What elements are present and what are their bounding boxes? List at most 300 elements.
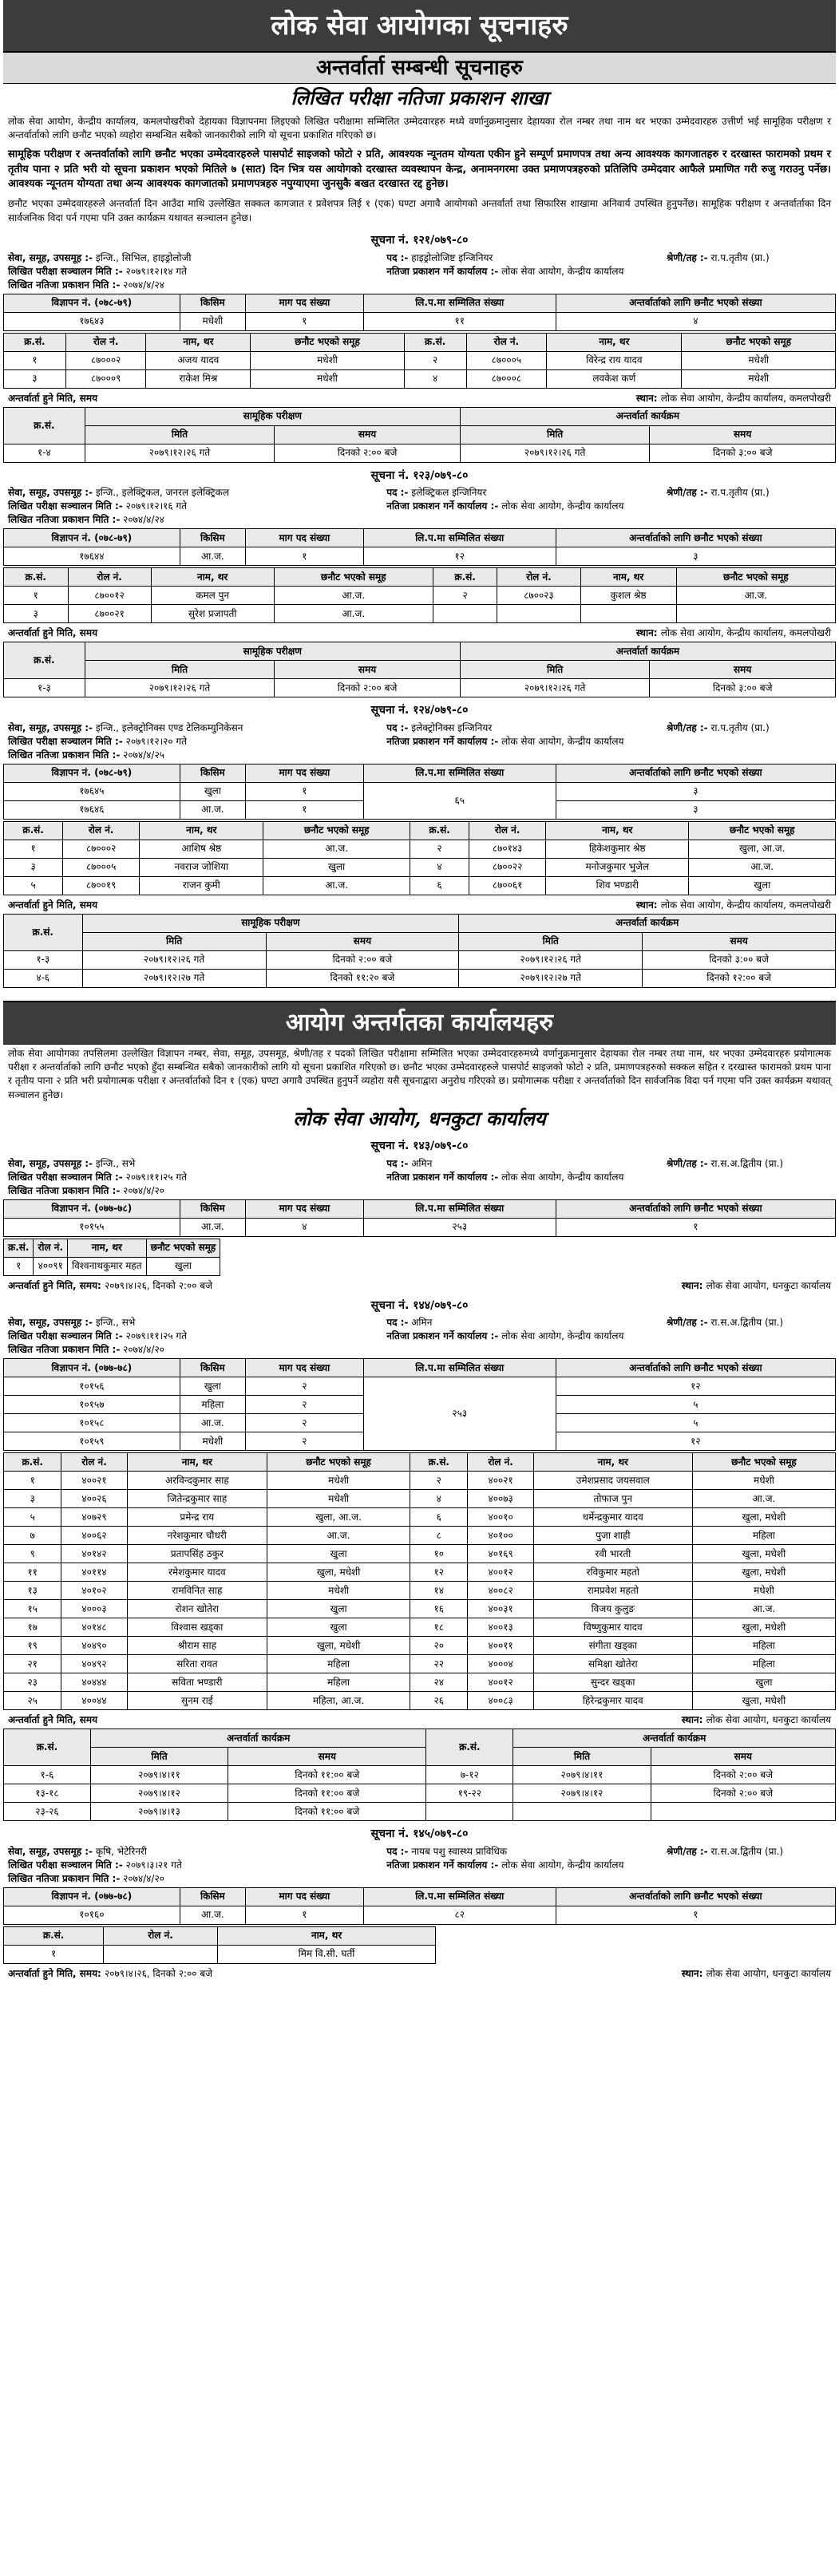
table-cell: हिरेन्द्रकुमार यादव — [533, 1692, 692, 1710]
table-row — [4, 858, 836, 876]
table-cell: आ.ज. — [263, 876, 410, 895]
column-header: अन्तर्वार्ताको लागि छनौट भएको संख्या — [556, 294, 835, 312]
table-row — [4, 605, 836, 623]
column-header: मिति — [90, 1748, 228, 1766]
column-header: विज्ञापन नं. (०७७-७८) — [4, 1359, 180, 1377]
class-value: रा.प.तृतीय (प्रा.) — [710, 251, 770, 263]
table-cell: १ — [4, 840, 63, 858]
place-label: स्थान: — [681, 1279, 703, 1291]
post-value: नायब पशु स्वास्थ्य प्राविधिक — [411, 1845, 508, 1857]
table-row — [4, 1218, 836, 1236]
column-header: नाम, थर — [533, 1453, 692, 1472]
table-cell: समिक्षा खोतेरा — [533, 1655, 692, 1673]
table-cell: ४००१० — [468, 1508, 533, 1527]
table-cell: ३ — [4, 605, 69, 623]
table-cell: आ.ज. — [676, 587, 835, 605]
table-cell: १०१५६ — [4, 1377, 180, 1396]
column-header: समय — [650, 425, 836, 444]
table-cell: १ — [246, 782, 364, 800]
notice-number: सूचना नं. १४३/०७९-८० — [370, 1140, 469, 1153]
table-cell: २६ — [410, 1692, 468, 1710]
column-header: क्र.सं. — [4, 407, 85, 444]
column-header: अन्तर्वार्ताको लागि छनौट भएको संख्या — [556, 764, 835, 782]
class-label: श्रेणी/तह :- — [666, 251, 708, 263]
table-cell: ८७००२२ — [469, 858, 546, 876]
table-cell: १०१६० — [4, 1906, 180, 1924]
interview-label: अन्तर्वार्ता हुने मिति, समय — [8, 392, 98, 404]
table-cell: आशिष श्रेष्ठ — [140, 840, 263, 858]
column-header: अन्तर्वार्ताको लागि छनौट भएको संख्या — [556, 1359, 835, 1377]
table-cell: पुजा शाही — [533, 1527, 692, 1545]
table-cell: खुला — [267, 1545, 410, 1563]
interview-label: अन्तर्वार्ता हुने मिति, समय — [8, 899, 98, 911]
table-row — [4, 1545, 836, 1563]
schedule-table — [3, 407, 836, 463]
table-cell: रोशन खोतेरा — [127, 1600, 267, 1618]
table-cell: २ — [410, 1472, 468, 1490]
office-label: नतिजा प्रकाशन गर्ने कार्यालय :- — [386, 1859, 499, 1871]
class-label: श्रेणी/तह :- — [666, 1317, 708, 1329]
table-cell: ३ — [556, 800, 835, 819]
column-header: समय — [275, 425, 461, 444]
table-cell: महिला — [692, 1527, 835, 1545]
table-cell: दिनको ११:०० बजे — [228, 1784, 426, 1803]
table-cell: अजय यादव — [146, 351, 251, 369]
table-cell: १३ — [4, 1582, 61, 1600]
place-value: लोक सेवा आयोग, केन्द्रीय कार्यालय, कमलपोखरी — [660, 627, 831, 639]
table-row — [4, 444, 836, 462]
column-header: रोल नं. — [61, 1453, 127, 1472]
table-cell: महिला — [267, 1655, 410, 1673]
table-cell: खुला, मधेशी — [692, 1545, 835, 1563]
column-header: छनौट भएको समूह — [263, 821, 410, 840]
column-header: मिति — [82, 932, 266, 950]
column-header: मिति — [85, 425, 275, 444]
table-cell: मधेशी — [267, 1582, 410, 1600]
table-row — [4, 1655, 836, 1673]
table-row — [4, 1472, 836, 1490]
column-header: नाम, थर — [217, 1926, 436, 1945]
result-date-value: २०७४/४/२० — [123, 1184, 164, 1196]
candidate-table — [3, 333, 836, 389]
post-label: पद :- — [386, 1157, 409, 1169]
table-cell: हिकेशकुमार श्रेष्ठ — [546, 840, 689, 858]
table-cell: खुला — [692, 1673, 835, 1692]
table-cell: २०७९।१२।२६ गते — [85, 444, 275, 462]
table-cell: ८७००२१ — [68, 605, 151, 623]
table-cell: २०७९।४।१२ — [90, 1784, 228, 1803]
column-header: विज्ञापन नं. (०७८-७९) — [4, 529, 180, 547]
table-cell: २३ — [4, 1673, 61, 1692]
office-label: नतिजा प्रकाशन गर्ने कार्यालय :- — [386, 265, 499, 277]
office-label: नतिजा प्रकाशन गर्ने कार्यालय :- — [386, 1171, 499, 1183]
table-cell — [676, 605, 835, 623]
section-subheading: लिखित परीक्षा नतिजा प्रकाशन शाखा — [291, 86, 548, 109]
notice-123 — [3, 469, 836, 698]
table-cell: राजन कुमी — [140, 876, 263, 895]
table-cell: १ — [246, 1906, 364, 1924]
office-value: लोक सेवा आयोग, केन्द्रीय कार्यालय — [501, 265, 624, 277]
table-cell: मिम वि.सी. घर्ती — [217, 1945, 436, 1963]
notice-number: सूचना नं. १२३/०७९-८० — [370, 468, 469, 482]
advertisement-table — [3, 1199, 836, 1237]
post-label: पद :- — [386, 251, 409, 263]
office-value: लोक सेवा आयोग, केन्द्रीय कार्यालय — [501, 1859, 624, 1871]
table-cell: ३ — [556, 782, 835, 800]
table-cell: खुला, मधेशी — [692, 1692, 835, 1710]
table-cell: ६ — [410, 1508, 468, 1527]
table-cell: दिनको २:०० बजे — [266, 950, 459, 969]
table-cell: दिनको २:०० बजे — [651, 1784, 835, 1803]
table-cell: आ.ज. — [692, 1600, 835, 1618]
office-label: नतिजा प्रकाशन गर्ने कार्यालय :- — [386, 500, 499, 512]
column-header: रोल नं. — [466, 333, 547, 351]
table-cell: ४ — [556, 312, 835, 330]
table-cell: २२ — [410, 1655, 468, 1673]
table-cell: ४०४९२ — [61, 1655, 127, 1673]
table-cell: ६५ — [363, 782, 556, 819]
table-cell: ४०००४ — [468, 1655, 533, 1673]
column-header: मिति — [85, 661, 275, 679]
column-header: समय — [651, 1748, 835, 1766]
interview-label: अन्तर्वार्ता हुने मिति, समय — [8, 1279, 98, 1291]
result-date-label: लिखित नतिजा प्रकाशन मिति :- — [8, 514, 121, 526]
table-cell: धर्मेन्द्रकुमार यादव — [533, 1508, 692, 1527]
column-header: क्र.सं. — [410, 1453, 468, 1472]
table-cell: १ — [246, 547, 364, 566]
column-header: क्र.सं. — [4, 568, 69, 587]
result-date-label: लिखित नतिजा प्रकाशन मिति :- — [8, 1184, 121, 1196]
service-label: सेवा, समूह, उपसमूह :- — [8, 1845, 93, 1857]
table-row — [4, 1490, 836, 1508]
office-value: लोक सेवा आयोग, केन्द्रीय कार्यालय — [501, 1330, 624, 1342]
table-cell: मधेशी — [251, 369, 404, 388]
table-cell: २०७९।४।११ — [90, 1766, 228, 1784]
table-cell: १२ — [556, 1377, 835, 1396]
table-cell: दिनको ३:०० बजे — [643, 950, 836, 969]
column-header: अन्तर्वार्ता कार्यक्रम — [90, 1729, 426, 1748]
table-cell: लवकेश कर्ण — [547, 369, 682, 388]
column-header: लि.प.मा सम्मिलित संख्या — [363, 1199, 556, 1218]
table-cell: सविता भण्डारी — [127, 1673, 267, 1692]
table-cell: खुला — [689, 876, 836, 895]
column-header: समय — [228, 1748, 426, 1766]
column-header: छनौट भएको समूह — [146, 1239, 220, 1257]
table-cell: ४००८२ — [468, 1582, 533, 1600]
table-cell: आ.ज. — [689, 858, 836, 876]
exam-date-value: २०७९।११।२५ गते — [125, 1171, 188, 1183]
column-header: सामूहिक परीक्षण — [82, 914, 459, 932]
column-header: नाम, थर — [547, 333, 682, 351]
result-date-label: लिखित नतिजा प्रकाशन मिति :- — [8, 1872, 121, 1884]
column-header: माग पद संख्या — [246, 1887, 364, 1906]
column-header: रोल नं. — [468, 1453, 533, 1472]
notice-number: सूचना नं. १४५/०७९-८० — [370, 1827, 469, 1841]
result-date-label: लिखित नतिजा प्रकाशन मिति :- — [8, 749, 121, 761]
table-row — [4, 876, 836, 895]
table-cell: ८७०००२ — [63, 840, 140, 858]
column-header: रोल नं. — [469, 821, 546, 840]
table-cell: १०१५८ — [4, 1414, 180, 1432]
table-cell: दिनको ११:२० बजे — [266, 969, 459, 987]
table-cell: ११ — [4, 1563, 61, 1582]
table-cell: ४०१६९ — [468, 1545, 533, 1563]
result-date-value: २०७४/४/२० — [123, 1344, 164, 1356]
class-value: रा.स.अ.द्वितीय (प्रा.) — [710, 1845, 784, 1857]
table-cell: आ.ज. — [274, 587, 433, 605]
table-cell: १७६४३ — [4, 312, 180, 330]
table-cell: नरेशकुमार चौधरी — [127, 1527, 267, 1545]
service-value: इन्जि., इलेक्ट्रोनिक्स एण्ड टेलिकम्युनिकेसन — [95, 721, 243, 733]
column-header: विज्ञापन नं. (०७८-७९) — [4, 294, 180, 312]
table-cell: मधेशी — [180, 312, 245, 330]
column-header: सामूहिक परीक्षण — [85, 407, 460, 425]
table-cell: १९ — [4, 1637, 61, 1655]
table-cell: रमेशकुमार यादव — [127, 1563, 267, 1582]
table-cell: १५ — [4, 1600, 61, 1618]
post-label: पद :- — [386, 1845, 409, 1857]
column-header: किसिम — [180, 529, 245, 547]
service-value: इन्जि., इलेक्ट्रिकल, जनरल इलेक्ट्रिकल — [95, 487, 230, 499]
table-cell: ३ — [4, 369, 66, 388]
table-cell: ४०१४८ — [61, 1618, 127, 1637]
place-label: स्थान: — [635, 899, 658, 911]
column-header: अन्तर्वार्ता कार्यक्रम — [513, 1729, 836, 1748]
column-header: मिति — [513, 1748, 651, 1766]
exam-date-value: २०७९।१२।१६ गते — [125, 500, 188, 512]
table-cell: मधेशी — [682, 351, 836, 369]
table-cell: ४०७२९ — [61, 1508, 127, 1527]
table-cell: रविकुमार महतो — [533, 1563, 692, 1582]
column-header: छनौट भएको समूह — [676, 568, 835, 587]
table-cell: ४०१०० — [468, 1527, 533, 1545]
table-cell: मधेशी — [692, 1582, 835, 1600]
table-cell: प्रमेन्द्र राय — [127, 1508, 267, 1527]
exam-date-value: २०७९।१२।२० गते — [125, 735, 188, 747]
table-cell: ९ — [4, 1545, 61, 1563]
table-cell: १ — [4, 587, 69, 605]
table-cell: विश्वास खड्का — [127, 1618, 267, 1637]
table-cell — [580, 605, 676, 623]
table-cell: १२ — [410, 1563, 468, 1582]
result-date-value: २०७४/४/२४ — [123, 279, 164, 290]
column-header: छनौट भएको समूह — [251, 333, 404, 351]
table-cell: खुला, आ.ज. — [689, 840, 836, 858]
column-header: लि.प.मा सम्मिलित संख्या — [363, 1887, 556, 1906]
table-cell: खुला — [267, 1600, 410, 1618]
column-header: किसिम — [180, 294, 245, 312]
place-value: लोक सेवा आयोग, धनकुटा कार्यालय — [706, 1279, 831, 1291]
table-cell: ८२ — [363, 1906, 556, 1924]
table-cell: ४-६ — [4, 969, 83, 987]
table-cell: आ.ज. — [274, 605, 433, 623]
column-header: नाम, थर — [546, 821, 689, 840]
service-label: सेवा, समूह, उपसमूह :- — [8, 721, 93, 733]
table-cell: आ.ज. — [180, 1906, 245, 1924]
table-row — [4, 312, 836, 330]
table-cell: ४००१२ — [468, 1563, 533, 1582]
notice-number: सूचना नं. १४४/०७९-८० — [370, 1298, 469, 1312]
table-cell — [651, 1803, 835, 1821]
table-row — [4, 1673, 836, 1692]
table-cell: २० — [410, 1637, 468, 1655]
office-label: नतिजा प्रकाशन गर्ने कार्यालय :- — [386, 1330, 499, 1342]
table-cell: २०७९।१२।२७ गते — [82, 969, 266, 987]
column-header: लि.प.मा सम्मिलित संख्या — [363, 764, 556, 782]
table-cell: महिला — [180, 1396, 245, 1414]
class-label: श्रेणी/तह :- — [666, 1157, 708, 1169]
notice-121 — [3, 234, 836, 463]
advertisement-table — [3, 294, 836, 331]
table-cell: २ — [246, 1396, 364, 1414]
table-cell: उमेशप्रसाद जयसवाल — [533, 1472, 692, 1490]
table-cell: १ — [556, 1218, 835, 1236]
table-cell: आ.ज. — [267, 1527, 410, 1545]
column-header: छनौट भएको समूह — [689, 821, 836, 840]
table-cell: ४ — [246, 1218, 364, 1236]
table-cell: महिला — [692, 1637, 835, 1655]
table-cell: २०७९।१२।२६ गते — [459, 950, 643, 969]
table-row — [4, 782, 836, 800]
table-cell: दिनको ११:०० बजे — [228, 1766, 426, 1784]
table-row — [4, 1508, 836, 1527]
table-cell: १८ — [410, 1618, 468, 1637]
table-cell: ७ — [4, 1527, 61, 1545]
table-cell: मधेशी — [180, 1432, 245, 1451]
table-cell: रामप्रवेश महतो — [533, 1582, 692, 1600]
class-value: रा.स.अ.द्वितीय (प्रा.) — [710, 1317, 784, 1329]
interview-label: अन्तर्वार्ता हुने मिति, समय — [8, 627, 98, 639]
table-cell: अरविन्दकुमार साह — [127, 1472, 267, 1490]
column-header: अन्तर्वार्ताको लागि छनौट भएको संख्या — [556, 529, 835, 547]
table-cell: ८७००१९ — [63, 876, 140, 895]
table-cell: दिनको २:०० बजे — [275, 679, 461, 697]
table-cell: ४०१४२ — [61, 1545, 127, 1563]
advertisement-table — [3, 764, 836, 820]
table-cell: २५ — [4, 1692, 61, 1710]
table-cell: महिला — [692, 1655, 835, 1673]
column-header: क्र.सं. — [4, 333, 66, 351]
column-header: किसिम — [180, 1199, 245, 1218]
class-value: रा.प.तृतीय (प्रा.) — [710, 487, 770, 499]
candidate-table — [3, 1926, 436, 1964]
table-cell: २०७९।१२।२६ गते — [82, 950, 266, 969]
column-header: छनौट भएको समूह — [267, 1453, 410, 1472]
table-cell: मधेशी — [267, 1472, 410, 1490]
notice-number: सूचना नं. १२१/०७९-८० — [370, 234, 469, 247]
instruction-paragraph: सामूहिक परीक्षण र अन्तर्वार्ताको लागि छनौट भएका उम्मेदवारहरुले पासपोर्ट साइजको फोटो २ प्रति, आवश्यक न्यूनतम योग्यता एकीन हुने सम्पूर्ण प्रमाणपत्र तथा अन्य आवश्यक कागजातहरु र दरखास्त फारामको प्रथम र तृतीय पाना २ प्रति भरी यो सूचना प्रकाशन भएको मितिले ७ (सात) दिन भित्र यस आयोगको दरखास्त व्यवस्थापन केन्द्र, अनामनगरमा उक्त प्रमाणपत्रहरुको प्रतिलिपि उम्मेदवार आफैले प्रमाणित गरी रुजु गराउनु पर्नेछ। आवश्यक न्यूनतम योग्यता तथा अन्य आवश्यक कागजातको प्रमाणपत्रहरु नपुग्याएमा जुनसुकै बखत दरखास्त रद्द हुनेछ। — [8, 148, 831, 191]
column-header: छनौट भएको समूह — [274, 568, 433, 587]
place-value: लोक सेवा आयोग, केन्द्रीय कार्यालय, कमलपोखरी — [660, 392, 831, 404]
table-row — [4, 1582, 836, 1600]
table-row — [4, 1377, 836, 1396]
column-header: मिति — [459, 932, 643, 950]
table-row — [4, 1600, 836, 1618]
column-header: छनौट भएको समूह — [682, 333, 836, 351]
post-value: इलेक्ट्रोनिक्स इन्जिनियर — [411, 721, 493, 733]
notice-144 — [3, 1299, 836, 1822]
column-header: क्र.सं. — [4, 1239, 34, 1257]
table-cell: महिला — [267, 1673, 410, 1692]
table-cell: २०७९।४।१३ — [90, 1803, 228, 1821]
candidate-table — [3, 567, 836, 623]
table-cell: १ — [4, 351, 66, 369]
table-cell: १७ — [4, 1618, 61, 1637]
post-value: अमिन — [411, 1157, 433, 1169]
result-date-label: लिखित नतिजा प्रकाशन मिति :- — [8, 1344, 121, 1356]
table-cell: १७६४४ — [4, 547, 180, 566]
table-cell: कमल पुन — [151, 587, 274, 605]
exam-date-label: लिखित परीक्षा सञ्चालन मिति :- — [8, 1859, 123, 1871]
table-cell: दिनको ३:०० बजे — [650, 679, 836, 697]
table-row — [4, 950, 836, 969]
table-cell: ३ — [4, 1490, 61, 1508]
table-cell: १ — [246, 312, 364, 330]
table-cell: ५ — [4, 1508, 61, 1527]
table-cell: ३ — [556, 547, 835, 566]
advertisement-table — [3, 1358, 836, 1451]
service-label: सेवा, समूह, उपसमूह :- — [8, 1317, 93, 1329]
table-cell: ४००४४ — [61, 1692, 127, 1710]
table-cell: ४ — [410, 858, 469, 876]
table-row — [4, 1766, 836, 1784]
column-header: नाम, थर — [580, 568, 676, 587]
table-cell: खुला — [180, 782, 245, 800]
table-row — [4, 369, 836, 388]
column-header: अन्तर्वार्ता कार्यक्रम — [460, 407, 835, 425]
column-header: क्र.सं. — [4, 821, 63, 840]
table-row — [4, 969, 836, 987]
column-header: समय — [275, 661, 461, 679]
column-header: नाम, थर — [146, 333, 251, 351]
table-cell: ४००१३ — [468, 1618, 533, 1637]
column-header: क्र.सं. — [426, 1729, 513, 1766]
column-header: रोल नं. — [497, 568, 580, 587]
column-header: माग पद संख्या — [246, 529, 364, 547]
table-cell: कुशल श्रेष्ठ — [580, 587, 676, 605]
class-label: श्रेणी/तह :- — [666, 721, 708, 733]
table-cell: १२ — [556, 1432, 835, 1451]
result-date-label: लिखित नतिजा प्रकाशन मिति :- — [8, 279, 121, 290]
table-cell: ४००६२ — [61, 1527, 127, 1545]
table-cell: विश्वनाथकुमार महत — [68, 1257, 147, 1275]
table-cell: जितेन्द्रकुमार साह — [127, 1490, 267, 1508]
interview-label: अन्तर्वार्ता हुने मिति, समय — [8, 1714, 98, 1726]
table-cell: ४००११ — [468, 1637, 533, 1655]
interview-value: २०७९।४।२६, दिनको २:०० बजे — [105, 1967, 213, 1979]
post-label: पद :- — [386, 1317, 409, 1329]
service-value: इन्जि., सिभिल, हाइड्रोलोजी — [95, 251, 192, 263]
section-heading-interview: अन्तर्वार्ता सम्बन्धी सूचनाहरु — [3, 51, 836, 84]
masthead-title: लोक सेवा आयोगका सूचनाहरु — [3, 0, 836, 51]
column-header: सामूहिक परीक्षण — [85, 642, 460, 661]
table-cell: ११ — [363, 312, 556, 330]
column-header: रोल नं. — [34, 1239, 68, 1257]
column-header: क्र.सं. — [404, 333, 466, 351]
table-cell: खुला, मधेशी — [692, 1508, 835, 1527]
table-cell: ४००९१ — [34, 1257, 68, 1275]
table-cell: ८७०००५ — [63, 858, 140, 876]
table-cell: विजय कुलुङ — [533, 1600, 692, 1618]
table-cell: ४००१२ — [468, 1673, 533, 1692]
table-cell: ८७०००९ — [65, 369, 146, 388]
table-cell: २०७९।४।११ — [513, 1766, 651, 1784]
result-date-value: २०७४/४/२५ — [123, 749, 164, 761]
table-cell: ६ — [410, 876, 469, 895]
interview-value: २०७९।४।२६, दिनको २:०० बजे — [105, 1279, 213, 1291]
table-cell: सुनम राई — [127, 1692, 267, 1710]
table-cell: मधेशी — [251, 351, 404, 369]
